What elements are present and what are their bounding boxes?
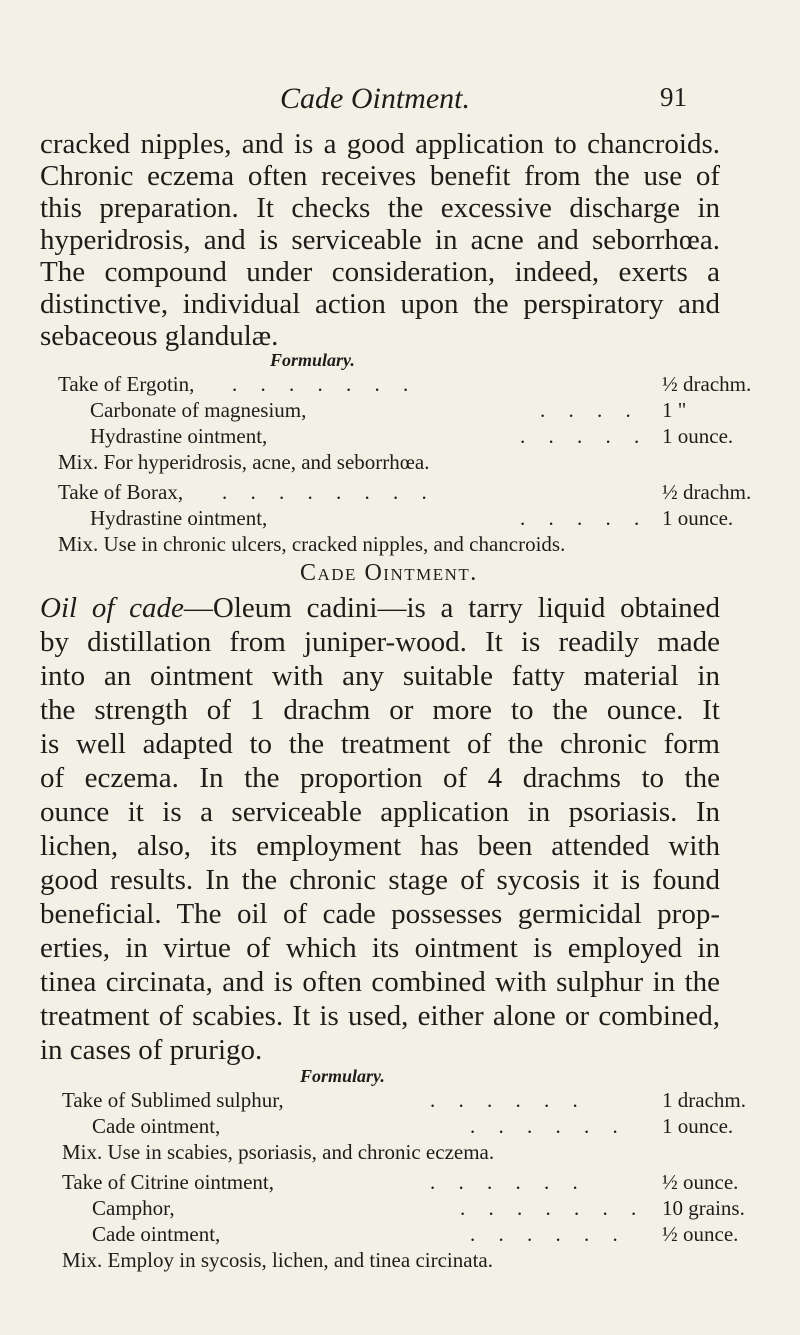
rx-mix-text: Mix. Use in scabies, psoriasis, and chronic eczema. bbox=[62, 1140, 495, 1164]
formulary-heading: Formulary. bbox=[270, 350, 355, 370]
rx-quantity: 1 ounce. bbox=[662, 506, 734, 530]
section-line: by distillation from juniper-wood. It is readily made bbox=[40, 626, 720, 658]
section-line: ounce it is a serviceable application in psoriasis. In bbox=[40, 796, 720, 828]
running-title: Cade Ointment. bbox=[280, 82, 470, 115]
rx-mix bbox=[0, 450, 760, 476]
rx-mix-text: Mix. Employ in sycosis, lichen, and tinea circinata. bbox=[62, 1248, 493, 1272]
rx-ingredient: Take of Sublimed sulphur, bbox=[62, 1088, 284, 1112]
rx-quantity: 1 ounce. bbox=[662, 1114, 734, 1138]
section-line: the strength of 1 drachm or more to the ounce. It bbox=[40, 694, 720, 726]
section-line: is well adapted to the treatment of the chronic form bbox=[40, 728, 720, 760]
rx-row bbox=[0, 398, 760, 424]
section-line: good results. In the chronic stage of sycosis it is found bbox=[40, 864, 720, 896]
rx-mix-text: Mix. Use in chronic ulcers, cracked nipples, and chancroids. bbox=[58, 532, 566, 556]
rx-row bbox=[0, 480, 760, 506]
rx-ingredient: Cade ointment, bbox=[92, 1222, 221, 1246]
rx-quantity: ½ drachm. bbox=[662, 480, 752, 504]
rx-row bbox=[0, 1088, 760, 1114]
rx-leader-dots: . . . . . . bbox=[470, 1114, 627, 1138]
rx-ingredient: Carbonate of magnesium, bbox=[90, 398, 307, 422]
section-line: of eczema. In the proportion of 4 drachms to the bbox=[40, 762, 720, 794]
formulary-heading: Formulary. bbox=[300, 1066, 385, 1086]
rx-leader-dots: . . . . . bbox=[520, 506, 649, 530]
intro-line: distinctive, individual action upon the perspiratory and bbox=[40, 288, 720, 320]
rx-mix bbox=[0, 532, 760, 558]
rx-ingredient: Take of Borax, bbox=[58, 480, 184, 504]
section-line: lichen, also, its employment has been attended with bbox=[40, 830, 720, 862]
intro-line: hyperidrosis, and is serviceable in acne and seborrhœa. bbox=[40, 224, 720, 256]
rx-ingredient: Cade ointment, bbox=[92, 1114, 221, 1138]
intro-line: Chronic eczema often receives benefit from the use of bbox=[40, 160, 720, 192]
rx-row bbox=[0, 1222, 760, 1248]
rx-row bbox=[0, 1196, 760, 1222]
page-number: 91 bbox=[660, 82, 687, 112]
intro-line: this preparation. It checks the excessive discharge in bbox=[40, 192, 720, 224]
oil-term: Oil of cade bbox=[40, 592, 184, 624]
page-header bbox=[0, 60, 800, 120]
section-line-rest: —Oleum cadini—is a tarry liquid obtained bbox=[183, 592, 720, 624]
intro-line: cracked nipples, and is a good application to chancroids. bbox=[40, 128, 720, 160]
rx-mix bbox=[0, 1140, 760, 1166]
rx-leader-dots: . . . . . . . . bbox=[222, 480, 436, 504]
rx-mix-text: Mix. For hyperidrosis, acne, and seborrhœa. bbox=[58, 450, 430, 474]
section-heading: Cade Ointment. bbox=[300, 560, 478, 586]
rx-row bbox=[0, 506, 760, 532]
section-line: tinea circinata, and is often combined with sulphur in the bbox=[40, 966, 720, 998]
rx-quantity: ½ drachm. bbox=[662, 372, 752, 396]
rx-quantity: 1 " bbox=[662, 398, 687, 422]
rx-leader-dots: . . . . . bbox=[520, 424, 649, 448]
rx-quantity: 1 drachm. bbox=[662, 1088, 746, 1112]
rx-ingredient: Hydrastine ointment, bbox=[90, 506, 268, 530]
rx-quantity: ½ ounce. bbox=[662, 1170, 739, 1194]
rx-leader-dots: . . . . bbox=[540, 398, 640, 422]
rx-quantity: 1 ounce. bbox=[662, 424, 734, 448]
section-line: in cases of prurigo. bbox=[40, 1034, 263, 1066]
section-line: erties, in virtue of which its ointment is employed in bbox=[40, 932, 720, 964]
rx-mix bbox=[0, 1248, 760, 1274]
rx-leader-dots: . . . . . . bbox=[430, 1088, 587, 1112]
section-line: into an ointment with any suitable fatty material in bbox=[40, 660, 720, 692]
rx-leader-dots: . . . . . . bbox=[470, 1222, 627, 1246]
intro-line: sebaceous glandulæ. bbox=[40, 320, 279, 352]
section-line bbox=[40, 592, 720, 625]
intro-line: The compound under consideration, indeed, exerts a bbox=[40, 256, 720, 288]
rx-ingredient: Take of Citrine ointment, bbox=[62, 1170, 274, 1194]
rx-ingredient: Camphor, bbox=[92, 1196, 175, 1220]
rx-leader-dots: . . . . . . bbox=[430, 1170, 587, 1194]
rx-row bbox=[0, 372, 760, 398]
rx-ingredient: Hydrastine ointment, bbox=[90, 424, 268, 448]
rx-quantity: ½ ounce. bbox=[662, 1222, 739, 1246]
section-line: treatment of scabies. It is used, either alone or combined, bbox=[40, 1000, 720, 1032]
rx-leader-dots: . . . . . . . bbox=[232, 372, 418, 396]
rx-row bbox=[0, 424, 760, 450]
rx-quantity: 10 grains. bbox=[662, 1196, 745, 1220]
rx-leader-dots: . . . . . . . bbox=[460, 1196, 646, 1220]
rx-row bbox=[0, 1170, 760, 1196]
section-line: beneficial. The oil of cade possesses germicidal prop- bbox=[40, 898, 720, 930]
rx-ingredient: Take of Ergotin, bbox=[58, 372, 195, 396]
rx-row bbox=[0, 1114, 760, 1140]
